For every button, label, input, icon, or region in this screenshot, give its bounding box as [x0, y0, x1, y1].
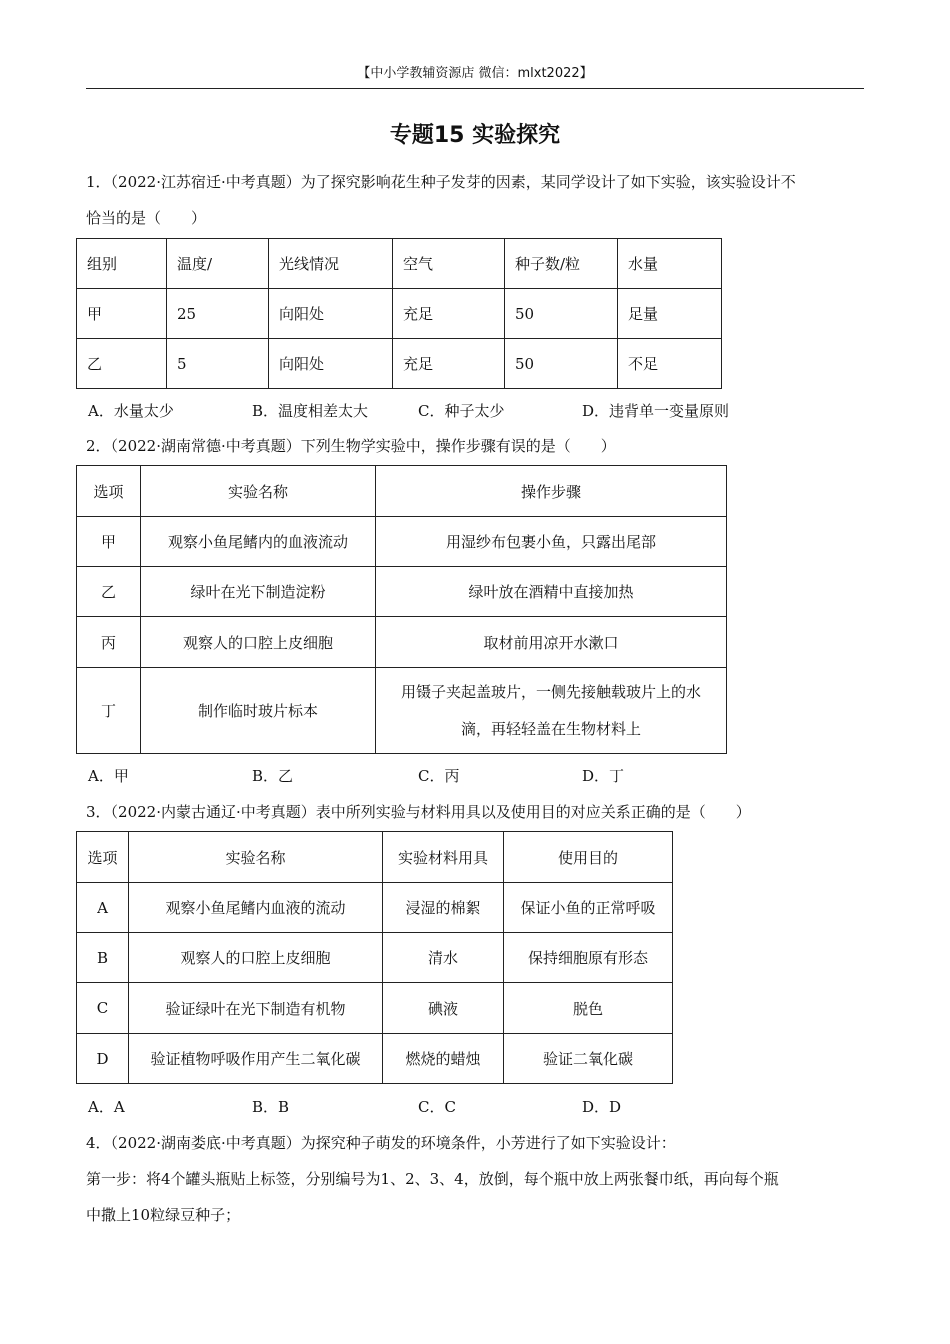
cell-line: 滴，再轻轻盖在生物材料上: [460, 719, 641, 738]
table-cell: D: [77, 1034, 129, 1084]
table-row: [77, 883, 673, 933]
table-cell: 观察人的口腔上皮细胞: [129, 933, 383, 983]
table-cell: 验证绿叶在光下制造有机物: [129, 983, 383, 1034]
table-header-cell: 选项: [77, 466, 141, 517]
option-c: C．C: [418, 1098, 456, 1116]
option-c: C．丙: [418, 767, 460, 785]
table-cell: 50: [505, 339, 618, 389]
table-cell: 绿叶放在酒精中直接加热: [376, 567, 727, 617]
table-header-row: [77, 832, 673, 883]
q1-table: [76, 238, 722, 389]
table-row: [77, 567, 727, 617]
table-cell: 观察小鱼尾鳍内血液的流动: [129, 883, 383, 933]
table-cell: 向阳处: [269, 339, 393, 389]
table-header-cell: 操作步骤: [376, 466, 727, 517]
table-header-cell: 水量: [618, 239, 722, 289]
option-b: B．乙: [252, 767, 294, 785]
table-cell: 25: [167, 289, 269, 339]
table-row: [77, 339, 722, 389]
q1-stem: [86, 164, 868, 236]
table-cell: 向阳处: [269, 289, 393, 339]
table-cell: C: [77, 983, 129, 1034]
table-header-cell: 实验材料用具: [383, 832, 504, 883]
table-cell: 乙: [77, 567, 141, 617]
table-header-cell: 组别: [77, 239, 167, 289]
q4-step1-line2: 中撒上10粒绿豆种子；: [86, 1206, 241, 1224]
table-cell: 丁: [77, 668, 141, 754]
q1-options: [86, 400, 868, 430]
table-cell: 乙: [77, 339, 167, 389]
table-cell: 甲: [77, 517, 141, 567]
table-cell: 浸湿的棉絮: [383, 883, 504, 933]
table-row: [77, 289, 722, 339]
q4-step1-line1: 第一步：将4个罐头瓶贴上标签，分别编号为1、2、3、4，放倒，每个瓶中放上两张餐巾纸，再向每个瓶: [86, 1170, 779, 1188]
table-header-cell: 选项: [77, 832, 129, 883]
table-header-cell: 实验名称: [141, 466, 376, 517]
table-cell: 制作临时玻片标本: [141, 668, 376, 754]
table-cell: 50: [505, 289, 618, 339]
q1-stem-line1: 1．（2022·江苏宿迁·中考真题）为了探究影响花生种子发芽的因素，某同学设计了如下实验，该实验设计不: [86, 173, 796, 191]
table-cell: 充足: [393, 339, 505, 389]
table-cell: 保证小鱼的正常呼吸: [504, 883, 673, 933]
table-header-cell: 光线情况: [269, 239, 393, 289]
q2-table: [76, 465, 727, 754]
table-cell: A: [77, 883, 129, 933]
table-cell: 碘液: [383, 983, 504, 1034]
table-header-cell: 使用目的: [504, 832, 673, 883]
table-cell: 丙: [77, 617, 141, 668]
table-cell: 不足: [618, 339, 722, 389]
table-row: [77, 668, 727, 754]
table-row: [77, 1034, 673, 1084]
table-header-cell: 种子数/粒: [505, 239, 618, 289]
option-b: B．B: [252, 1098, 290, 1116]
q4-stem: 4．（2022·湖南娄底·中考真题）为探究种子萌发的环境条件，小芳进行了如下实验设计：: [86, 1134, 676, 1152]
table-cell: 脱色: [504, 983, 673, 1034]
cell-line: 用镊子夹起盖玻片，一侧先接触载玻片上的水: [400, 682, 701, 701]
option-a: A．A: [88, 1098, 125, 1116]
table-cell: 绿叶在光下制造淀粉: [141, 567, 376, 617]
option-d: D．D: [582, 1098, 622, 1116]
table-cell: 足量: [618, 289, 722, 339]
table-header-cell: 空气: [393, 239, 505, 289]
table-cell: 清水: [383, 933, 504, 983]
table-cell: 5: [167, 339, 269, 389]
table-row: [77, 617, 727, 668]
table-cell: 用湿纱布包裹小鱼，只露出尾部: [376, 517, 727, 567]
table-cell: 甲: [77, 289, 167, 339]
option-d: D．丁: [582, 767, 625, 785]
table-header-row: [77, 239, 722, 289]
page-title: 专题15 实验探究: [389, 123, 561, 148]
option-a: A．甲: [88, 767, 129, 785]
table-row: [77, 517, 727, 567]
table-row: [77, 933, 673, 983]
q2-options: [86, 765, 868, 795]
table-cell: [376, 668, 727, 754]
table-row: [77, 983, 673, 1034]
option-b: B．温度相差太大: [252, 402, 369, 420]
table-header-cell: 实验名称: [129, 832, 383, 883]
table-cell: 验证二氧化碳: [504, 1034, 673, 1084]
option-a: A．水量太少: [88, 402, 174, 420]
option-c: C．种子太少: [418, 402, 505, 420]
table-cell: 取材前用凉开水漱口: [376, 617, 727, 668]
q3-table: [76, 831, 673, 1084]
table-header-row: [77, 466, 727, 517]
table-cell: 燃烧的蜡烛: [383, 1034, 504, 1084]
table-cell: B: [77, 933, 129, 983]
table-cell: 保持细胞原有形态: [504, 933, 673, 983]
q4-text: [86, 1125, 868, 1233]
table-cell: 充足: [393, 289, 505, 339]
q2-stem: 2．（2022·湖南常德·中考真题）下列生物学实验中，操作步骤有误的是（ ）: [86, 437, 616, 455]
table-cell: 验证植物呼吸作用产生二氧化碳: [129, 1034, 383, 1084]
page-header: 【中小学教辅资源店 微信：mlxt2022】: [86, 62, 864, 89]
table-header-cell: 温度/: [167, 239, 269, 289]
option-d: D．违背单一变量原则: [582, 402, 730, 420]
table-cell: 观察小鱼尾鳍内的血液流动: [141, 517, 376, 567]
q3-options: [86, 1096, 868, 1126]
q1-stem-line2: 恰当的是（ ）: [86, 209, 207, 227]
table-cell: 观察人的口腔上皮细胞: [141, 617, 376, 668]
q3-stem: 3．（2022·内蒙古通辽·中考真题）表中所列实验与材料用具以及使用目的对应关系正确的是（ ）: [86, 803, 751, 821]
